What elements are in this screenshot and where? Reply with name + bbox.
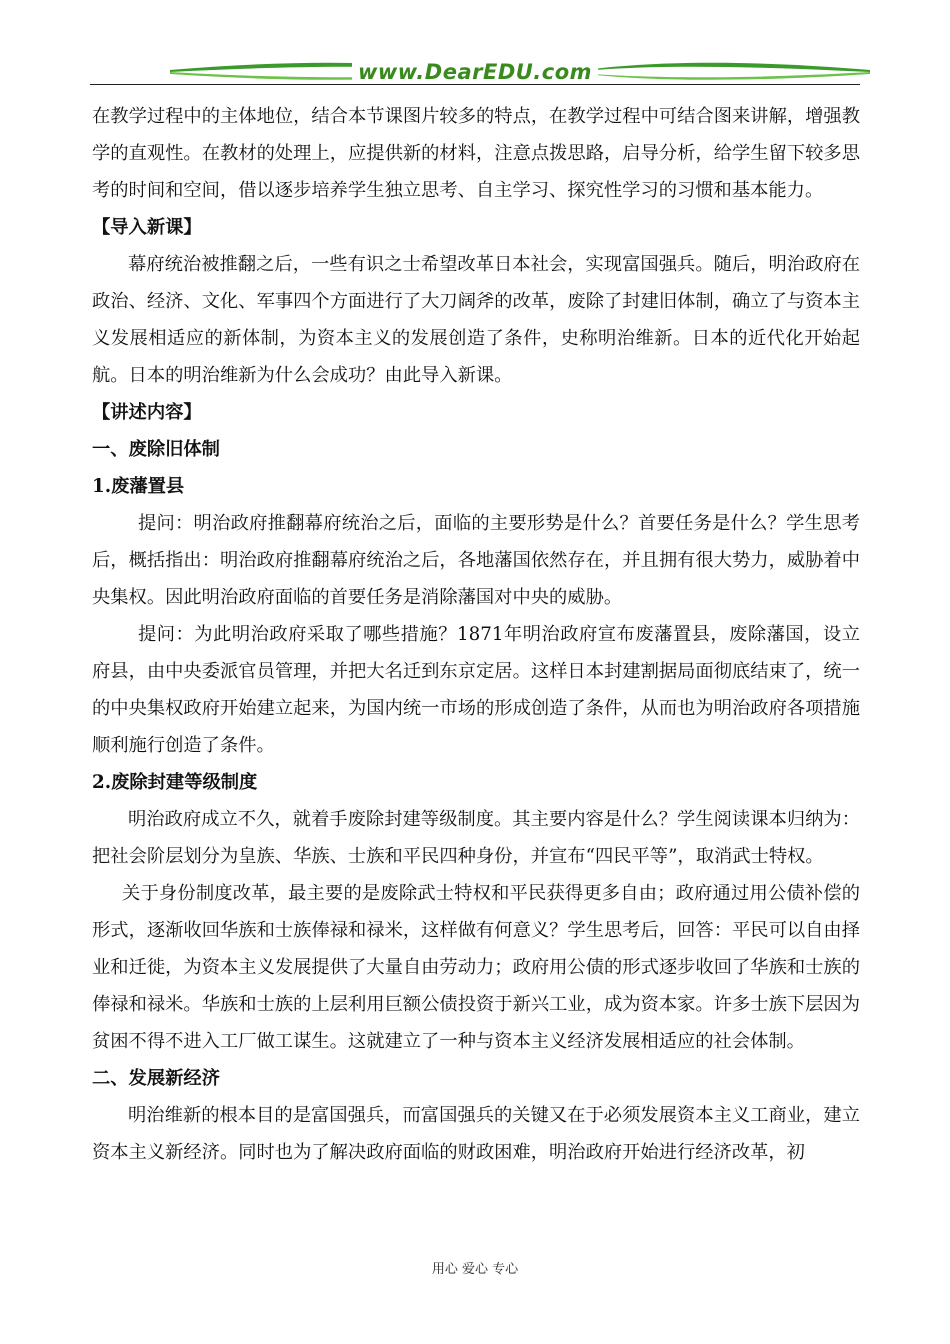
heading-intro-lesson: 【导入新课】 <box>92 217 202 238</box>
subsection-2-paragraph-2: 关于身份制度改革，最主要的是废除武士特权和平民获得更多自由；政府通过用公债补偿的形式，逐渐收回华族和士族俸禄和禄米，这样做有何意义？学生思考后，回答：平民可以自由择业和迁徙，为资本主义发展提供了大量自由劳动力；政府用公债的形式逐步收回了华族和士族的俸禄和禄米。华族和士族的上层利用巨额公债投资于新兴工业，成为资本家。许多士族下层因为贫困不得不进入工厂做工谋生。这就建立了一种与资本主义经济发展相适应的社会体制。 <box>92 883 860 1052</box>
heading-lesson-content: 【讲述内容】 <box>92 402 202 423</box>
intro-paragraph: 在教学过程中的主体地位，结合本节课图片较多的特点，在教学过程中可结合图来讲解，增强教学的直观性。在教材的处理上，应提供新的材料，注意点拨思路，启导分析，给学生留下较多思考的时间和空间，借以逐步培养学生独立思考、自主学习、探究性学习的习惯和基本能力。 <box>92 106 860 201</box>
subsection-1-paragraph-2: 提问：为此明治政府采取了哪些措施？1871年明治政府宣布废藩置县，废除藩国，设立府县，由中央委派官员管理，并把大名迁到东京定居。这样日本封建割据局面彻底结束了，统一的中央集权政府开始建立起来，为国内统一市场的形成创造了条件，从而也为明治政府各项措施顺利施行创造了条件。 <box>92 624 860 756</box>
subsection-2-paragraph-1: 明治政府成立不久，就着手废除封建等级制度。其主要内容是什么？学生阅读课本归纳为：把社会阶层划分为皇族、华族、士族和平民四种身份，并宣布“四民平等”，取消武士特权。 <box>92 809 860 867</box>
page-footer: 用心 爱心 专心 <box>431 1262 519 1277</box>
subsection-2-title: 2.废除封建等级制度 <box>92 772 258 793</box>
section-1-title: 一、废除旧体制 <box>92 439 220 460</box>
section-2-paragraph: 明治维新的根本目的是富国强兵，而富国强兵的关键又在于必须发展资本主义工商业，建立资本主义新经济。同时也为了解决政府面临的财政困难，明治政府开始进行经济改革，初 <box>92 1105 860 1163</box>
site-logo-text: www.DearEDU.com <box>90 60 860 84</box>
subsection-1-title: 1.废藩置县 <box>92 476 185 497</box>
section-2-title: 二、发展新经济 <box>92 1068 220 1089</box>
document-body <box>92 98 860 1171</box>
intro-lesson-paragraph: 幕府统治被推翻之后，一些有识之士希望改革日本社会，实现富国强兵。随后，明治政府在政治、经济、文化、军事四个方面进行了大刀阔斧的改革，废除了封建旧体制，确立了与资本主义发展相适应的新体制，为资本主义的发展创造了条件，史称明治维新。日本的近代化开始起航。日本的明治维新为什么会成功？由此导入新课。 <box>92 254 860 386</box>
subsection-1-paragraph-1: 提问：明治政府推翻幕府统治之后，面临的主要形势是什么？首要任务是什么？学生思考后，概括指出：明治政府推翻幕府统治之后，各地藩国依然存在，并且拥有很大势力，威胁着中央集权。因此明治政府面临的首要任务是消除藩国对中央的威胁。 <box>92 513 860 608</box>
page-header <box>90 56 860 92</box>
header-divider <box>90 84 860 85</box>
